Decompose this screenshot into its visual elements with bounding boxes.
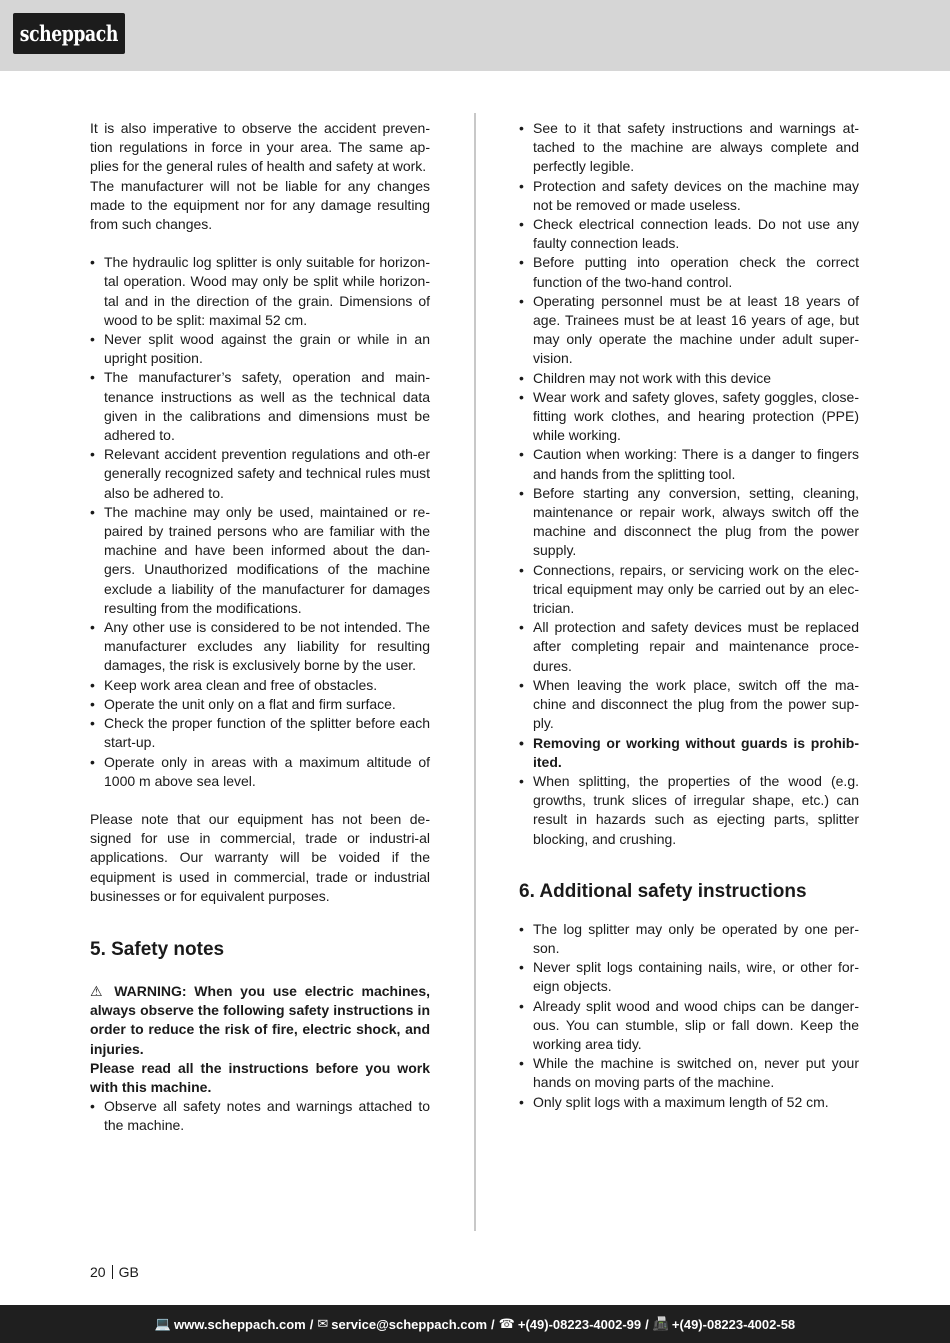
- page-number-value: 20: [90, 1264, 106, 1280]
- brand-logo-text: scheppach: [19, 21, 119, 46]
- footer-separator: /: [645, 1316, 649, 1332]
- fax-icon: 📠: [652, 1316, 669, 1331]
- list-item: • Before starting any conversion, setting, cleaning, maintenance or repair work, always switch off the machine and disconnect the plug from the power supply.: [519, 484, 859, 561]
- list-item: • Removing or working without guards is prohib-ited.: [519, 734, 859, 772]
- list-item: • Protection and safety devices on the machine may not be removed or made useless.: [519, 177, 859, 215]
- list-item: • Check electrical connection leads. Do not use any faulty connection leads.: [519, 215, 859, 253]
- commercial-use-note: Please note that our equipment has not been de-signed for use in commercial, trade or industri-al applications. Our warranty will be voided if the equipment is used in commercial, trade or industrial businesses or for equivalent purposes.: [90, 810, 430, 904]
- list-item: • Connections, repairs, or servicing work on the elec-trical equipment may only be carried out by an elec-trician.: [519, 561, 859, 619]
- column-divider: [474, 113, 476, 1231]
- list-item: • Any other use is considered to be not intended. The manufacturer excludes any liability for resulting damages, the risk is exclusively borne by the user.: [90, 618, 430, 676]
- list-item: • Never split logs containing nails, wire, or other for-eign objects.: [519, 958, 859, 996]
- right-bullet-list: [519, 119, 859, 849]
- list-item: • When leaving the work place, switch off the ma-chine and disconnect the plug from the power sup-ply.: [519, 676, 859, 734]
- list-item: • Never split wood against the grain or while in an upright position.: [90, 330, 430, 368]
- liability-paragraph: The manufacturer will not be liable for any changes made to the equipment nor for any damage resulting from such changes.: [90, 177, 430, 233]
- list-item: • Relevant accident prevention regulations and oth-er generally recognized safety and technical rules must also be adhered to.: [90, 445, 430, 503]
- list-item: • The log splitter may only be operated by one per-son.: [519, 920, 859, 958]
- mail-icon: ✉: [317, 1316, 329, 1331]
- list-item: • Observe all safety notes and warnings attached to the machine.: [90, 1097, 430, 1135]
- footer-phone: +(49)-08223-4002-99: [517, 1316, 642, 1332]
- list-item: • Operating personnel must be at least 18 years of age. Trainees must be at least 16 years of age, but may only operate the machine under adult super-vision.: [519, 292, 859, 369]
- computer-icon: 💻: [154, 1316, 172, 1331]
- phone-icon: ☎: [498, 1316, 515, 1331]
- left-column: [90, 119, 430, 1136]
- page-language: GB: [118, 1264, 139, 1280]
- list-item: • Keep work area clean and free of obstacles.: [90, 676, 430, 695]
- section-6-bullet-list: [519, 920, 859, 1112]
- list-item: • While the machine is switched on, never put your hands on moving parts of the machine.: [519, 1054, 859, 1092]
- footer-separator: /: [491, 1316, 495, 1332]
- footer-email[interactable]: service@scheppach.com: [331, 1316, 488, 1332]
- warning-text: WARNING: When you use electric machines, always observe the following safety instructions in order to reduce the risk of fire, electric shock, and injuries.: [90, 982, 431, 1057]
- brand-logo: [13, 13, 125, 54]
- page-number-separator: [112, 1265, 113, 1279]
- list-item: • Check the proper function of the splitter before each start-up.: [90, 714, 430, 752]
- left-bullet-list: [90, 253, 430, 791]
- page-header: [0, 0, 950, 71]
- list-item: • Operate only in areas with a maximum altitude of 1000 m above sea level.: [90, 753, 430, 791]
- page-footer: [0, 1305, 950, 1343]
- list-item: • Wear work and safety gloves, safety goggles, close-fitting work clothes, and hearing protection (PPE) while working.: [519, 388, 859, 446]
- list-item: • Already split wood and wood chips can be danger-ous. You can stumble, slip or fall down. Keep the working area tidy.: [519, 997, 859, 1055]
- footer-separator: /: [309, 1316, 314, 1332]
- list-item: • The manufacturer’s safety, operation and main-tenance instructions as well as the technical data given in the calibrations and dimensions must be adhered to.: [90, 368, 430, 445]
- list-item: • The hydraulic log splitter is only suitable for horizon-tal operation. Wood may only be split while horizon-tal and in the direction of the grain. Dimensions of wood to be split: maximal 52 cm.: [90, 253, 430, 330]
- right-column: [519, 119, 859, 1112]
- footer-fax: +(49)-08223-4002-58: [671, 1316, 796, 1332]
- footer-website[interactable]: www.scheppach.com: [174, 1316, 306, 1332]
- list-item: • Before putting into operation check the correct function of the two-hand control.: [519, 253, 859, 291]
- list-item: • Children may not work with this device: [519, 369, 859, 388]
- list-item: • Operate the unit only on a flat and firm surface.: [90, 695, 430, 714]
- warning-triangle-icon: ⚠: [90, 982, 107, 999]
- list-item: • All protection and safety devices must be replaced after completing repair and maintenance proce-dures.: [519, 618, 859, 676]
- section-5-heading: 5. Safety notes: [90, 938, 225, 960]
- list-item: • Only split logs with a maximum length of 52 cm.: [519, 1093, 859, 1112]
- read-instructions-text: Please read all the instructions before you work with this machine.: [90, 1059, 430, 1095]
- intro-paragraph: It is also imperative to observe the accident preven-tion regulations in force in your area. The same ap-plies for the general rules of health and safety at work.: [90, 120, 430, 175]
- list-item: • When splitting, the properties of the wood (e.g. growths, trunk slices of irregular shape, etc.) can result in hazards such as ejecting parts, splitter blocking, and crushing.: [519, 772, 859, 849]
- list-item: • See to it that safety instructions and warnings at-tached to the machine are always complete and perfectly legible.: [519, 119, 859, 177]
- section-6-heading: 6. Additional safety instructions: [519, 880, 807, 902]
- list-item: • Caution when working: There is a danger to fingers and hands from the splitting tool.: [519, 445, 859, 483]
- warning-paragraph: [90, 982, 430, 1059]
- list-item: • The machine may only be used, maintained or re-paired by trained persons who are familiar with the machine and have been informed about the dan-gers. Unauthorized modifications of the machine exclude a liability of the manufacturer for damages resulting from the modifications.: [90, 503, 430, 618]
- section-5-bullet-list: [90, 1097, 430, 1135]
- page-number: [90, 1264, 139, 1280]
